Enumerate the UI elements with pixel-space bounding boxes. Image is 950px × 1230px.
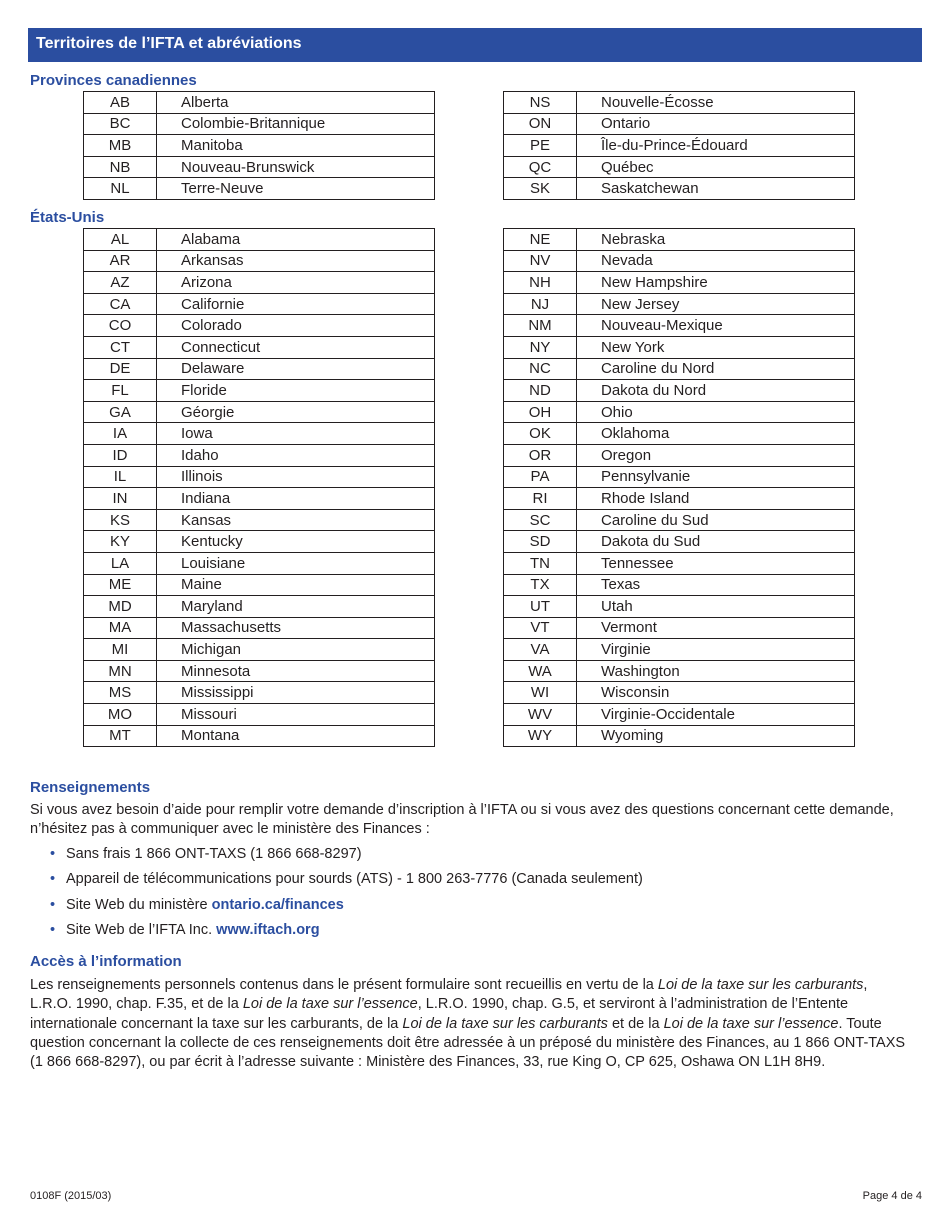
territory-name-cell: Québec xyxy=(577,156,855,178)
abbreviation-cell: SK xyxy=(504,178,577,200)
abbreviation-cell: TN xyxy=(504,552,577,574)
info-heading: Renseignements xyxy=(30,779,151,796)
abbreviation-cell: WY xyxy=(504,725,577,747)
territory-name-cell: Rhode Island xyxy=(577,488,855,510)
abbreviation-cell: MD xyxy=(84,596,157,618)
abbreviation-cell: MT xyxy=(84,725,157,747)
territory-name-cell: Minnesota xyxy=(157,660,435,682)
abbreviation-cell: MB xyxy=(84,135,157,157)
territory-name-cell: Manitoba xyxy=(157,135,435,157)
territory-name-cell: Tennessee xyxy=(577,552,855,574)
abbreviation-cell: CT xyxy=(84,336,157,358)
abbreviation-cell: OH xyxy=(504,401,577,423)
abbreviation-cell: NS xyxy=(504,92,577,114)
abbreviation-cell: MO xyxy=(84,704,157,726)
table-row xyxy=(84,725,435,747)
usa-heading: États-Unis xyxy=(30,209,105,226)
abbreviation-cell: KY xyxy=(84,531,157,553)
usa-table-right xyxy=(503,228,855,747)
table-row xyxy=(84,178,435,200)
table-row xyxy=(84,682,435,704)
territory-name-cell: Caroline du Nord xyxy=(577,358,855,380)
table-row xyxy=(504,639,855,661)
territory-name-cell: Alberta xyxy=(157,92,435,114)
table-row xyxy=(84,272,435,294)
abbreviation-cell: BC xyxy=(84,113,157,135)
territory-name-cell: Terre-Neuve xyxy=(157,178,435,200)
territory-name-cell: Wisconsin xyxy=(577,682,855,704)
territory-name-cell: Montana xyxy=(157,725,435,747)
table-row xyxy=(84,552,435,574)
territory-name-cell: Vermont xyxy=(577,617,855,639)
abbreviation-cell: SD xyxy=(504,531,577,553)
table-row xyxy=(84,488,435,510)
territory-name-cell: Utah xyxy=(577,596,855,618)
table-row xyxy=(504,178,855,200)
territory-name-cell: Nouveau-Brunswick xyxy=(157,156,435,178)
abbreviation-cell: WI xyxy=(504,682,577,704)
table-row xyxy=(504,401,855,423)
territory-name-cell: Île-du-Prince-Édouard xyxy=(577,135,855,157)
table-row xyxy=(84,250,435,272)
territory-name-cell: Louisiane xyxy=(157,552,435,574)
territory-name-cell: Missouri xyxy=(157,704,435,726)
table-row xyxy=(84,336,435,358)
abbreviation-cell: KS xyxy=(84,509,157,531)
territory-name-cell: Nebraska xyxy=(577,229,855,251)
table-row xyxy=(504,682,855,704)
list-item: • Site Web du ministère ontario.ca/finances xyxy=(50,896,344,913)
table-row xyxy=(504,250,855,272)
table-row xyxy=(84,380,435,402)
abbreviation-cell: QC xyxy=(504,156,577,178)
territory-name-cell: Kansas xyxy=(157,509,435,531)
table-row xyxy=(504,444,855,466)
table-row xyxy=(504,596,855,618)
table-row xyxy=(84,660,435,682)
table-row xyxy=(504,113,855,135)
abbreviation-cell: AR xyxy=(84,250,157,272)
table-row xyxy=(84,293,435,315)
territory-name-cell: Texas xyxy=(577,574,855,596)
table-row xyxy=(504,336,855,358)
table-row xyxy=(84,401,435,423)
contact-list xyxy=(50,845,643,946)
abbreviation-cell: RI xyxy=(504,488,577,510)
territory-name-cell: Kentucky xyxy=(157,531,435,553)
table-row xyxy=(504,531,855,553)
territory-name-cell: Californie xyxy=(157,293,435,315)
table-row xyxy=(504,488,855,510)
abbreviation-cell: VT xyxy=(504,617,577,639)
territory-name-cell: Colombie-Britannique xyxy=(157,113,435,135)
abbreviation-cell: GA xyxy=(84,401,157,423)
territory-name-cell: Maine xyxy=(157,574,435,596)
form-number: 0108F (2015/03) xyxy=(30,1190,112,1202)
abbreviation-cell: IA xyxy=(84,423,157,445)
table-row xyxy=(504,466,855,488)
table-row xyxy=(84,444,435,466)
abbreviation-cell: PA xyxy=(504,466,577,488)
table-row xyxy=(84,135,435,157)
table-row xyxy=(504,92,855,114)
territory-name-cell: Caroline du Sud xyxy=(577,509,855,531)
table-row xyxy=(84,531,435,553)
table-row xyxy=(84,617,435,639)
territory-name-cell: Massachusetts xyxy=(157,617,435,639)
table-row xyxy=(84,92,435,114)
abbreviation-cell: NH xyxy=(504,272,577,294)
abbreviation-cell: IN xyxy=(84,488,157,510)
abbreviation-cell: LA xyxy=(84,552,157,574)
territory-name-cell: Oregon xyxy=(577,444,855,466)
territory-name-cell: New York xyxy=(577,336,855,358)
table-row xyxy=(84,229,435,251)
territory-name-cell: Saskatchewan xyxy=(577,178,855,200)
table-row xyxy=(504,660,855,682)
territory-name-cell: Ontario xyxy=(577,113,855,135)
table-row xyxy=(84,113,435,135)
abbreviation-cell: ND xyxy=(504,380,577,402)
territory-name-cell: Washington xyxy=(577,660,855,682)
table-row xyxy=(504,315,855,337)
territory-name-cell: Oklahoma xyxy=(577,423,855,445)
abbreviation-cell: ME xyxy=(84,574,157,596)
territory-name-cell: Wyoming xyxy=(577,725,855,747)
territory-name-cell: Ohio xyxy=(577,401,855,423)
table-row xyxy=(504,574,855,596)
abbreviation-cell: TX xyxy=(504,574,577,596)
ministry-site-text: Site Web du ministère xyxy=(66,896,208,913)
abbreviation-cell: AB xyxy=(84,92,157,114)
usa-table-left xyxy=(83,228,435,747)
page-number: Page 4 de 4 xyxy=(862,1190,922,1202)
abbreviation-cell: AZ xyxy=(84,272,157,294)
territory-name-cell: Nevada xyxy=(577,250,855,272)
abbreviation-cell: OK xyxy=(504,423,577,445)
territory-name-cell: Illinois xyxy=(157,466,435,488)
access-heading: Accès à l’information xyxy=(30,953,182,970)
tty-text: Appareil de télécommunications pour sourds (ATS) - 1 800 263-7776 (Canada seulement) xyxy=(66,871,643,888)
table-row xyxy=(504,156,855,178)
abbreviation-cell: NY xyxy=(504,336,577,358)
table-row xyxy=(504,358,855,380)
abbreviation-cell: NB xyxy=(84,156,157,178)
table-row xyxy=(504,704,855,726)
territory-name-cell: Virginie-Occidentale xyxy=(577,704,855,726)
list-item: • Appareil de télécommunications pour sourds (ATS) - 1 800 263-7776 (Canada seulement) xyxy=(50,871,643,888)
abbreviation-cell: ON xyxy=(504,113,577,135)
abbreviation-cell: NL xyxy=(84,178,157,200)
table-row xyxy=(504,380,855,402)
territory-name-cell: Indiana xyxy=(157,488,435,510)
abbreviation-cell: OR xyxy=(504,444,577,466)
territory-name-cell: Nouvelle-Écosse xyxy=(577,92,855,114)
territory-name-cell: Delaware xyxy=(157,358,435,380)
territory-name-cell: Alabama xyxy=(157,229,435,251)
table-row xyxy=(504,617,855,639)
ministry-site-link[interactable]: ontario.ca/finances xyxy=(211,896,344,913)
territory-name-cell: Dakota du Sud xyxy=(577,531,855,553)
territory-name-cell: Arizona xyxy=(157,272,435,294)
abbreviation-cell: WA xyxy=(504,660,577,682)
table-row xyxy=(84,596,435,618)
abbreviation-cell: UT xyxy=(504,596,577,618)
info-intro: Si vous avez besoin d’aide pour remplir votre demande d’inscription à l’IFTA ou si vous avez des questions concernant cette demande, n’hésitez pas à communiquer avec le ministère des Finances : xyxy=(30,802,894,838)
abbreviation-cell: CO xyxy=(84,315,157,337)
ifta-site-text: Site Web de l’IFTA Inc. xyxy=(66,921,213,938)
table-row xyxy=(504,229,855,251)
page-title-banner: Territoires de l’IFTA et abréviations xyxy=(28,28,922,62)
table-row xyxy=(84,639,435,661)
table-row xyxy=(84,704,435,726)
abbreviation-cell: CA xyxy=(84,293,157,315)
abbreviation-cell: SC xyxy=(504,509,577,531)
territory-name-cell: Floride xyxy=(157,380,435,402)
territory-name-cell: Idaho xyxy=(157,444,435,466)
table-row xyxy=(84,358,435,380)
list-item: • Site Web de l’IFTA Inc. www.iftach.org xyxy=(50,921,320,938)
territory-name-cell: Arkansas xyxy=(157,250,435,272)
abbreviation-cell: PE xyxy=(504,135,577,157)
abbreviation-cell: NC xyxy=(504,358,577,380)
canada-table-right xyxy=(503,91,855,200)
table-row xyxy=(84,574,435,596)
territory-name-cell: Mississippi xyxy=(157,682,435,704)
abbreviation-cell: IL xyxy=(84,466,157,488)
abbreviation-cell: NM xyxy=(504,315,577,337)
abbreviation-cell: AL xyxy=(84,229,157,251)
abbreviation-cell: MN xyxy=(84,660,157,682)
table-row xyxy=(84,315,435,337)
table-row xyxy=(504,509,855,531)
abbreviation-cell: NE xyxy=(504,229,577,251)
abbreviation-cell: NV xyxy=(504,250,577,272)
territory-name-cell: Géorgie xyxy=(157,401,435,423)
table-row xyxy=(84,423,435,445)
abbreviation-cell: MA xyxy=(84,617,157,639)
territory-name-cell: Iowa xyxy=(157,423,435,445)
table-row xyxy=(504,272,855,294)
territory-name-cell: New Jersey xyxy=(577,293,855,315)
territory-name-cell: Nouveau-Mexique xyxy=(577,315,855,337)
abbreviation-cell: MI xyxy=(84,639,157,661)
table-row xyxy=(504,552,855,574)
ifta-site-link[interactable]: www.iftach.org xyxy=(216,921,320,938)
territory-name-cell: Maryland xyxy=(157,596,435,618)
list-item: • Sans frais 1 866 ONT-TAXS (1 866 668-8297) xyxy=(50,846,362,862)
abbreviation-cell: FL xyxy=(84,380,157,402)
table-row xyxy=(504,423,855,445)
table-row xyxy=(84,509,435,531)
table-row xyxy=(84,466,435,488)
table-row xyxy=(504,293,855,315)
table-row xyxy=(84,156,435,178)
abbreviation-cell: NJ xyxy=(504,293,577,315)
access-paragraph: Les renseignements personnels contenus dans le présent formulaire sont recueillis en vertu de la Loi de la taxe sur les carburants, L.R.O. 1990, chap. F.35, et de la Loi de la taxe sur l’essence, L.R.O. 1990, chap. G.5, et serviront à l’administration de l’Entente internationale concernant la taxe sur les carburants, de la Loi de la taxe sur les carburants et de la Loi de la taxe sur l’essence. Toute question concernant la collecte de ces renseignements doit être adressée à un préposé du ministère des Finances, au 1 866 ONT-TAXS (1 866 668-8297), ou par écrit à l’adresse suivante : Ministère des Finances, 33, rue King O, CP 625, Oshawa ON L1H 8H9. xyxy=(30,977,906,1071)
abbreviation-cell: WV xyxy=(504,704,577,726)
territory-name-cell: Colorado xyxy=(157,315,435,337)
territory-name-cell: Connecticut xyxy=(157,336,435,358)
territory-name-cell: Michigan xyxy=(157,639,435,661)
territory-name-cell: New Hampshire xyxy=(577,272,855,294)
territory-name-cell: Virginie xyxy=(577,639,855,661)
territory-name-cell: Pennsylvanie xyxy=(577,466,855,488)
territory-name-cell: Dakota du Nord xyxy=(577,380,855,402)
table-row xyxy=(504,725,855,747)
table-row xyxy=(504,135,855,157)
canada-heading: Provinces canadiennes xyxy=(30,72,197,89)
abbreviation-cell: VA xyxy=(504,639,577,661)
toll-free-text: Sans frais 1 866 ONT-TAXS (1 866 668-8297) xyxy=(66,846,362,862)
abbreviation-cell: ID xyxy=(84,444,157,466)
abbreviation-cell: DE xyxy=(84,358,157,380)
canada-table-left xyxy=(83,91,435,200)
abbreviation-cell: MS xyxy=(84,682,157,704)
